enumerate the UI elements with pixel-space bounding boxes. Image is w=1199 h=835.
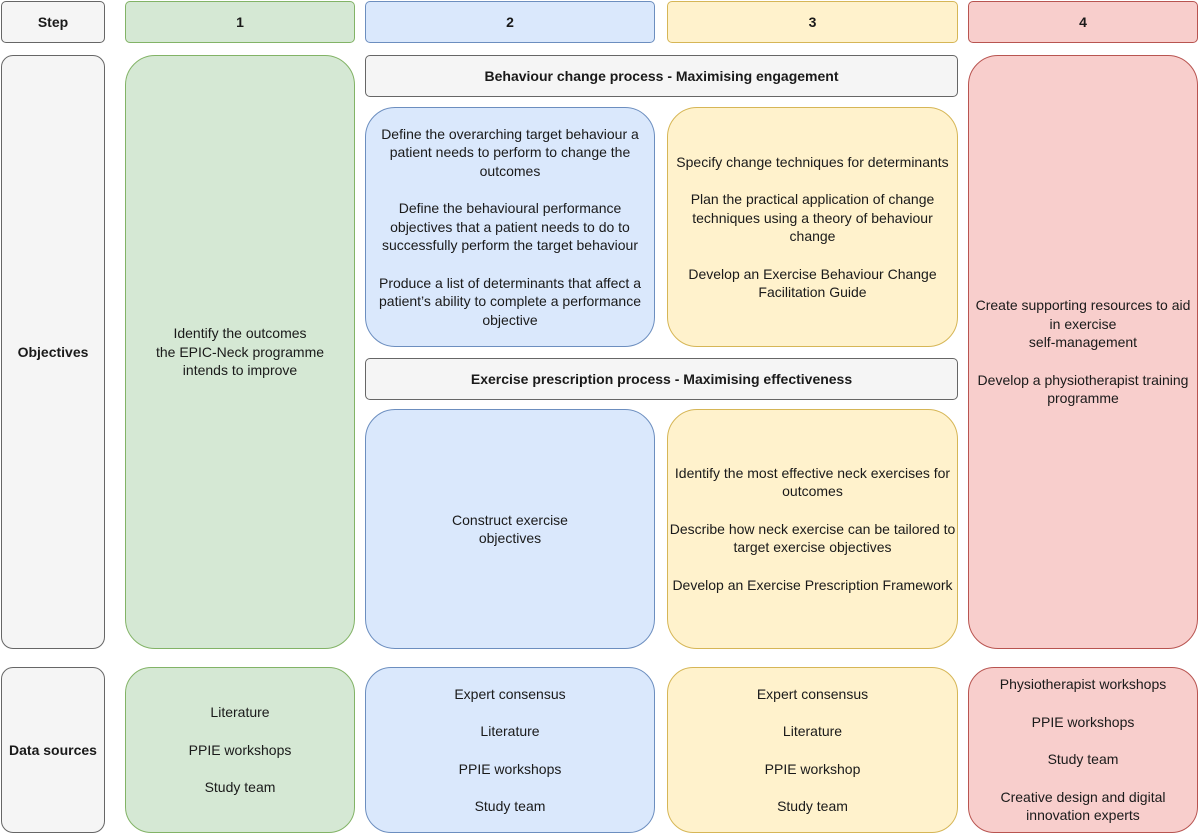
step-1-objectives (125, 55, 355, 649)
list-item: Develop a physiotherapist training programme (977, 371, 1189, 407)
exercise-process-title (365, 358, 958, 400)
step-3-exercise-content (670, 464, 956, 595)
list-item: PPIE workshop (764, 760, 861, 777)
step-3-behaviour-objectives (667, 107, 958, 347)
list-item: Study team (1047, 751, 1119, 768)
list-item: PPIE workshops (188, 741, 292, 758)
list-item: Develop an Exercise Prescription Framework (672, 576, 953, 593)
step-3-behaviour-content (672, 153, 954, 302)
step-4-header (968, 1, 1198, 43)
data-sources-label-text: Data sources (9, 741, 97, 758)
list-item: Produce a list of determinants that affect a patient’s ability to complete a performance objective (378, 274, 641, 328)
data-sources-row-label (1, 667, 105, 833)
list-item: Plan the practical application of change techniques using a theory of behaviour change (690, 191, 935, 244)
list-item: Literature (782, 723, 843, 739)
list-item: Study team (204, 779, 276, 796)
list-item: Identify the outcomes the EPIC-Neck programme intends to improve (155, 325, 325, 379)
step-2-exercise-objectives (365, 409, 655, 649)
step-header-label (1, 1, 105, 43)
step-2-header (365, 1, 655, 43)
step-2-behaviour-content (369, 125, 651, 330)
objectives-row-label (1, 55, 105, 649)
list-item: Literature (210, 704, 270, 721)
step-3-data-sources-content (683, 685, 943, 816)
list-item: Develop an Exercise Behaviour Change Facilitation Guide (688, 265, 937, 300)
behaviour-process-title (365, 55, 958, 97)
step-4-data-sources (968, 667, 1198, 833)
step-2-exercise-content (380, 511, 640, 548)
step-1-number: 1 (236, 13, 244, 30)
list-item: Define the behavioural performance objectives that a patient needs to do to successfully perform the target behaviour (381, 200, 638, 254)
list-item: PPIE workshops (458, 760, 562, 777)
step-2-data-sources (365, 667, 655, 833)
list-item: PPIE workshops (1031, 713, 1135, 730)
list-item: Construct exercise objectives (452, 511, 568, 546)
step-4-objectives (968, 55, 1198, 649)
step-3-header (667, 1, 958, 43)
step-1-objectives-content (140, 324, 340, 380)
step-3-exercise-objectives (667, 409, 958, 649)
step-2-number: 2 (506, 13, 514, 30)
list-item: Describe how neck exercise can be tailored to target exercise objectives (669, 520, 956, 556)
step-1-header (125, 1, 355, 43)
list-item: Creative design and digital innovation experts (1000, 788, 1166, 824)
step-2-data-sources-content (380, 685, 640, 816)
step-4-objectives-content (972, 296, 1194, 408)
list-item: Study team (777, 798, 848, 814)
list-item: Define the overarching target behaviour a patient needs to perform to change the outcomes (381, 125, 639, 179)
list-item: Physiotherapist workshops (999, 676, 1167, 693)
list-item: Study team (474, 798, 546, 814)
step-3-data-sources (667, 667, 958, 833)
step-1-data-sources-content (135, 703, 345, 797)
step-4-number: 4 (1079, 13, 1087, 30)
list-item: Expert consensus (454, 685, 566, 702)
list-item: Create supporting resources to aid in exercise self-management (975, 297, 1191, 351)
list-item: Specify change techniques for determinants (676, 153, 949, 170)
step-1-data-sources (125, 667, 355, 833)
list-item: Identify the most effective neck exercises for outcomes (674, 464, 951, 500)
step-label-text: Step (37, 13, 69, 30)
objectives-label-text: Objectives (17, 343, 89, 360)
behaviour-process-title-text: Behaviour change process - Maximising engagement (484, 67, 839, 84)
exercise-process-title-text: Exercise prescription process - Maximising effectiveness (470, 370, 853, 387)
step-4-data-sources-content (977, 675, 1189, 825)
list-item: Expert consensus (756, 685, 869, 702)
list-item: Literature (480, 723, 540, 739)
step-3-number: 3 (808, 13, 817, 30)
step-2-behaviour-objectives (365, 107, 655, 347)
